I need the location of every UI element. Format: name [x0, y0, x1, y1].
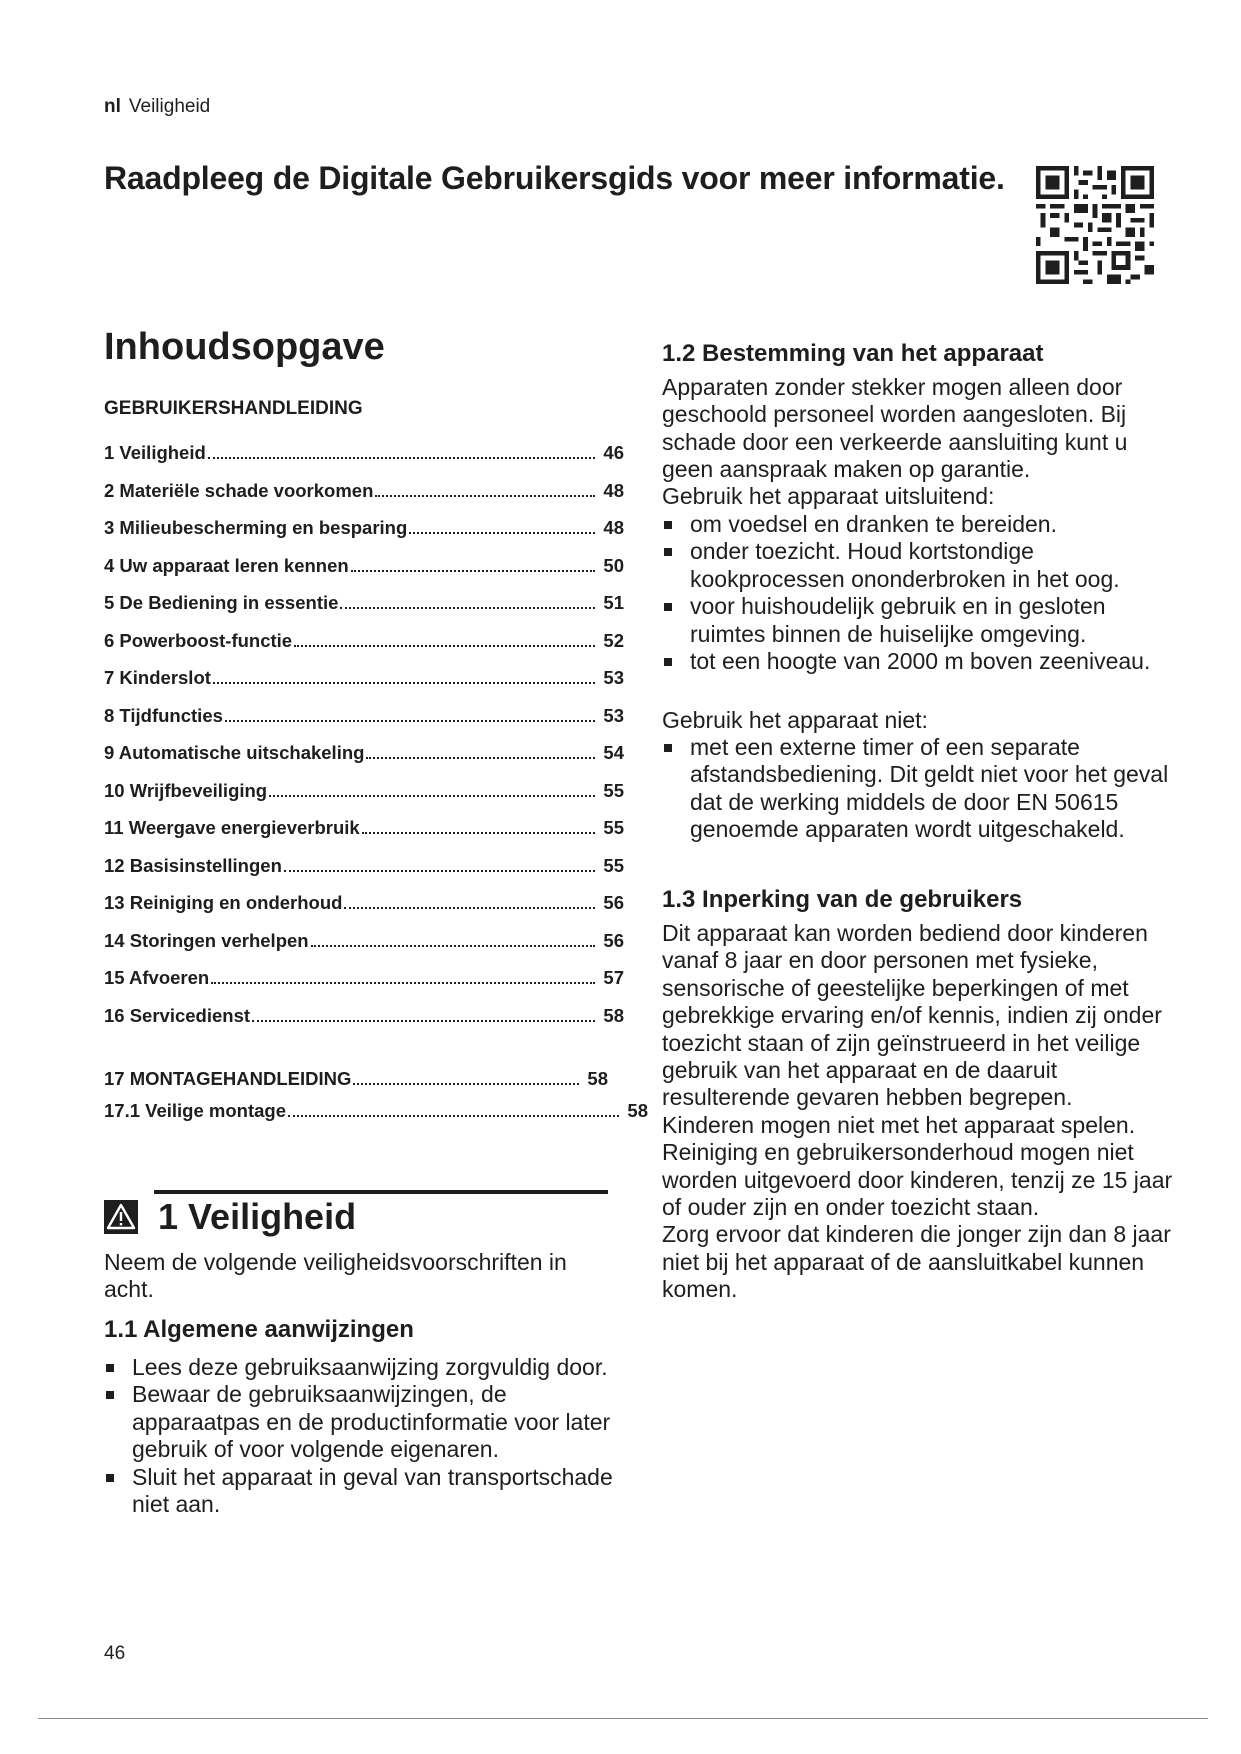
toc-entry-page: 50 — [603, 554, 624, 576]
warning-icon — [104, 1200, 138, 1234]
leader-dots — [362, 832, 596, 834]
toc-entry-label: 3 Milieubescherming en besparing — [104, 517, 408, 538]
toc-entry-label: 9 Automatische uitschakeling — [104, 742, 365, 763]
toc-entry-page: 56 — [603, 892, 624, 913]
toc-entry-label: 13 Reiniging en onderhoud — [104, 892, 343, 913]
list-item-text: Lees deze gebruiksaanwijzing zorgvuldig door. — [132, 1354, 608, 1380]
section-rule — [154, 1190, 608, 1194]
digital-guide-banner: Raadpleeg de Digitale Gebruikersgids voor meer informatie. — [104, 160, 1005, 196]
toc-entry-page: 46 — [603, 442, 624, 463]
toc-entry-page: 57 — [603, 967, 624, 988]
toc-list — [104, 442, 624, 1042]
toc-entry[interactable] — [104, 892, 624, 930]
toc-entry[interactable] — [104, 1068, 608, 1100]
toc-entry-label: 8 Tijdfuncties — [104, 704, 223, 726]
bullet-icon — [106, 1364, 114, 1372]
list-item-text: onder toezicht. Houd kortstondige kookprocessen ononderbroken in het oog. — [690, 538, 1120, 592]
leader-dots — [353, 1083, 579, 1085]
leader-dots — [344, 907, 595, 909]
list-item-text: tot een hoogte van 2000 m boven zeeniveau. — [690, 648, 1151, 675]
leader-dots — [340, 607, 595, 609]
qr-code-icon — [1036, 166, 1154, 284]
paragraph: Zorg ervoor dat kinderen die jonger zijn dan 8 jaar niet bij het apparaat of de aansluitkabel kunnen komen. — [662, 1221, 1171, 1303]
toc-entry[interactable] — [104, 817, 624, 855]
toc-entry-page: 54 — [603, 742, 624, 763]
page-header — [104, 96, 210, 118]
toc-entry[interactable] — [104, 667, 624, 705]
toc-entry-label: 17 MONTAGEHANDLEIDING — [104, 1068, 352, 1089]
toc-entry-label: 17.1 Veilige montage — [104, 1100, 286, 1121]
section-title: 1 Veiligheid — [158, 1196, 357, 1237]
leader-dots — [375, 495, 595, 497]
paragraph: Kinderen mogen niet met het apparaat spelen. — [662, 1111, 1136, 1138]
toc-entry-page: 51 — [603, 592, 624, 613]
toc-entry[interactable] — [104, 967, 624, 1005]
leader-dots — [351, 570, 596, 572]
toc-entry-label: 7 Kinderslot — [104, 667, 211, 688]
toc-entry-label: 1 Veiligheid — [104, 442, 206, 463]
user-restriction-text — [662, 920, 1182, 1304]
paragraph: Apparaten zonder stekker mogen alleen door geschoold personeel worden aangesloten. Bij schade door een verkeerde aansluiting kunt u geen aanspraak maken op garantie. — [662, 374, 1128, 483]
toc-entry[interactable] — [104, 855, 624, 893]
toc-entry-page: 48 — [603, 517, 624, 538]
list-item-text: Sluit het apparaat in geval van transportschade niet aan. — [132, 1463, 613, 1518]
toc-entry-page: 55 — [603, 817, 624, 838]
toc-entry[interactable] — [104, 742, 624, 780]
toc-subtitle: GEBRUIKERSHANDLEIDING — [104, 398, 363, 419]
toc-entry-page: 58 — [587, 1068, 608, 1089]
toc-entry-label: 16 Servicedienst — [104, 1004, 251, 1026]
list-item — [662, 538, 1182, 593]
toc-entry-page: 56 — [603, 929, 624, 951]
list-item — [662, 511, 1182, 538]
toc-entry-page: 48 — [603, 479, 624, 501]
prohibited-use-list — [662, 734, 1182, 844]
leader-dots — [366, 757, 595, 759]
toc-entry-page: 58 — [627, 1100, 648, 1121]
toc-entry[interactable] — [104, 1100, 648, 1132]
toc-entry[interactable] — [104, 930, 624, 968]
bullet-icon — [664, 744, 672, 752]
leader-dots — [211, 982, 595, 984]
page-number: 46 — [104, 1643, 126, 1664]
header-section: Veiligheid — [128, 96, 211, 117]
toc-entry[interactable] — [104, 630, 624, 668]
list-item — [104, 1381, 614, 1463]
leader-dots — [269, 795, 595, 797]
subsection-title: 1.3 Inperking van de gebruikers — [662, 886, 1023, 913]
paragraph: Dit apparaat kan worden bediend door kinderen vanaf 8 jaar en door personen met fysieke, sensorische of geestelijke beperkingen of met gebrekkige ervaring en/of kennis, indien zij onder toezicht staan of zijn geïnstrueerd in het veilige gebruik van het apparaat en de daaruit resulterende gevaren hebben begrepen. — [662, 920, 1162, 1111]
bullet-icon — [664, 521, 672, 529]
paragraph: Reiniging en gebruikersonderhoud mogen niet worden uitgevoerd door kinderen, tenzij ze 15 jaar of ouder zijn en onder toezicht staan. — [662, 1139, 1173, 1221]
toc-entry-label: 2 Materiële schade voorkomen — [104, 479, 374, 501]
toc-entry[interactable] — [104, 517, 624, 555]
toc-entry-page: 53 — [603, 704, 624, 726]
toc-entry[interactable] — [104, 592, 624, 630]
toc-entry-page: 53 — [603, 667, 624, 688]
subsection-title: 1.2 Bestemming van het apparaat — [662, 340, 1044, 367]
list-item — [662, 734, 1182, 844]
general-instructions-list — [104, 1354, 614, 1518]
toc-entry[interactable] — [104, 480, 624, 518]
subsection-title: 1.1 Algemene aanwijzingen — [104, 1316, 414, 1343]
list-item — [662, 648, 1182, 675]
toc-entry[interactable] — [104, 780, 624, 818]
list-item — [104, 1354, 614, 1381]
toc-entry-label: 15 Afvoeren — [104, 967, 210, 988]
toc-entry-page: 58 — [603, 1004, 624, 1026]
toc-entry-label: 6 Powerboost-functie — [104, 629, 293, 651]
language-code: nl — [104, 96, 121, 117]
toc-entry-label: 5 De Bediening in essentie — [104, 592, 339, 613]
bullet-icon — [664, 603, 672, 611]
toc-entry-label: 12 Basisinstellingen — [104, 854, 282, 876]
toc-entry-label: 4 Uw apparaat leren kennen — [104, 554, 349, 576]
footer-rule — [38, 1718, 1208, 1719]
leader-dots — [288, 1115, 619, 1117]
list-item-text: voor huishoudelijk gebruik en in gesloten ruimtes binnen de huiselijke omgeving. — [690, 593, 1106, 647]
toc-entry-page: 55 — [603, 854, 624, 876]
leader-dots — [252, 1020, 595, 1022]
bullet-icon — [664, 658, 672, 666]
toc-title: Inhoudsopgave — [104, 326, 385, 368]
bullet-icon — [664, 548, 672, 556]
paragraph: Gebruik het apparaat niet: — [662, 707, 928, 733]
leader-dots — [311, 945, 596, 947]
list-item-text: Bewaar de gebruiksaanwijzingen, de apparaatpas en de productinformatie voor later gebruik of voor volgende eigenaren. — [132, 1381, 611, 1463]
leader-dots — [284, 870, 596, 872]
section-intro: Neem de volgende veiligheidsvoorschriften in acht. — [104, 1249, 567, 1303]
intended-use-list — [662, 511, 1182, 675]
list-item-text: om voedsel en dranken te bereiden. — [690, 511, 1057, 537]
toc-entry[interactable] — [104, 555, 624, 593]
leader-dots — [294, 645, 595, 647]
toc-entry-page: 52 — [603, 629, 624, 651]
toc-entry-label: 11 Weergave energieverbruik — [104, 817, 360, 838]
list-item — [662, 593, 1182, 648]
leader-dots — [409, 532, 595, 534]
toc-entry[interactable] — [104, 1005, 624, 1043]
list-item — [104, 1464, 614, 1519]
toc-entry[interactable] — [104, 442, 624, 480]
toc-entry-label: 10 Wrijfbeveiliging — [104, 779, 268, 801]
list-item-text: met een externe timer of een separate afstandsbediening. Dit geldt niet voor het geval dat de werking middels de door EN 50615 genoemde apparaten wordt uitgeschakeld. — [690, 734, 1169, 843]
toc-entry-label: 14 Storingen verhelpen — [104, 929, 309, 951]
leader-dots — [208, 457, 596, 459]
bullet-icon — [106, 1391, 114, 1399]
paragraph: Gebruik het apparaat uitsluitend: — [662, 483, 995, 509]
bullet-icon — [106, 1474, 114, 1482]
toc-mount-list — [104, 1068, 648, 1132]
leader-dots — [213, 682, 596, 684]
toc-entry[interactable] — [104, 705, 624, 743]
toc-entry-page: 55 — [603, 779, 624, 801]
leader-dots — [225, 720, 596, 722]
